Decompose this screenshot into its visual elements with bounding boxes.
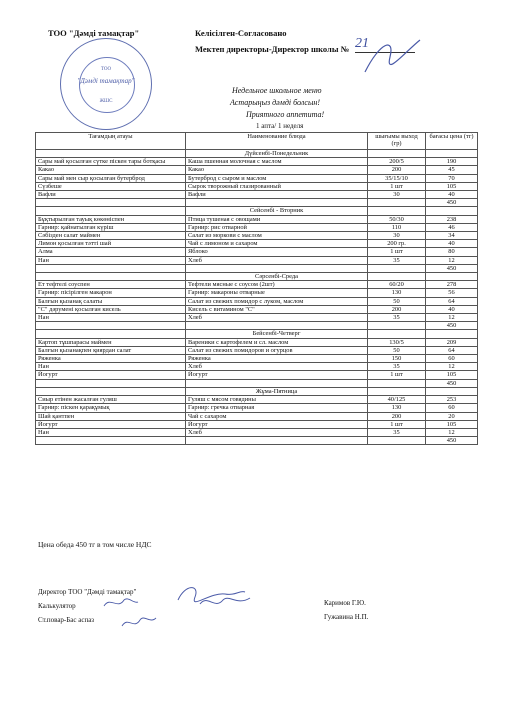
dish-price: 450 [426,322,478,330]
dish-name-rus: Салат из моркови с маслом [186,232,368,240]
dish-name-rus: Каша пшенная молочная с маслом [186,158,368,166]
menu-title-2: Астарыңыз дәмді болсын! [230,98,320,107]
dish-name-kaz: Балғын қызанақ салаты [36,297,186,305]
dish-name-rus: Вафли [186,191,368,199]
menu-item-row [36,346,478,354]
menu-item-row [36,412,478,420]
dish-yield: 130/5 [368,338,426,346]
dish-name-rus: Гуляш с мясом говядины [186,396,368,404]
dish-price: 253 [426,396,478,404]
dish-name-kaz: Гарнир: қайнатылған күріш [36,223,186,231]
menu-item-row [36,338,478,346]
dish-name-kaz: Сүзбеше [36,182,186,190]
dish-price: 64 [426,346,478,354]
dish-name-rus: Гарнир: гречка отварная [186,404,368,412]
menu-table [35,132,478,445]
day-header-empty [426,273,478,281]
dish-yield: 1 шт [368,182,426,190]
header-col-kaz: Тағамдың атауы [36,133,186,150]
dish-name-kaz: Шай қантпен [36,412,186,420]
day-name: Сейсенбі - Вторник [186,207,368,215]
dish-yield: 200 [368,166,426,174]
dish-yield: 30 [368,191,426,199]
day-header-empty [368,207,426,215]
dish-name-rus: Вареники с картофелем и сл. маслом [186,338,368,346]
dish-price: 278 [426,281,478,289]
dish-price: 450 [426,379,478,387]
day-name: Дүйсенбі-Понедельник [186,150,368,158]
dish-yield: 35 [368,428,426,436]
week-label: 1 апта/ 1 неделя [256,122,304,130]
dish-price: 40 [426,305,478,313]
menu-item-row [36,182,478,190]
footer-cook-label: Ст.повар-Бас аспаз [38,616,95,624]
footer-accountant-label: Калькулятор [38,602,76,610]
day-header-row [36,273,478,281]
day-header-empty [36,150,186,158]
day-header-empty [36,330,186,338]
dish-price: 12 [426,363,478,371]
dish-yield: 35 [368,314,426,322]
dish-name-rus: Салат из свежих помидоров и огурцов [186,346,368,354]
menu-item-row [36,371,478,379]
menu-title-3: Приятного аппетита! [246,110,325,119]
dish-price: 105 [426,371,478,379]
menu-item-row [36,248,478,256]
dish-name-kaz: Сары май мен сыр қосылған бутерброд [36,174,186,182]
dish-name-kaz: Гарнир: пісірілген макарон [36,289,186,297]
dish-price: 12 [426,256,478,264]
dish-name-rus: Бутерброд с сыром и маслом [186,174,368,182]
agreed-label: Келісілген-Согласовано [195,28,287,38]
dish-yield [368,322,426,330]
dish-yield [368,379,426,387]
dish-name-kaz: Нан [36,314,186,322]
dish-yield: 110 [368,223,426,231]
day-total-row [36,379,478,387]
dish-name-kaz [36,379,186,387]
dish-name-kaz: Нан [36,256,186,264]
menu-item-row [36,166,478,174]
dish-name-rus: Сырок творожный глазированный [186,182,368,190]
dish-yield: 130 [368,404,426,412]
dish-price: 40 [426,191,478,199]
dish-name-rus: Хлеб [186,363,368,371]
table-header-row [36,133,478,150]
dish-yield: 130 [368,289,426,297]
dish-name-rus: Йогурт [186,420,368,428]
menu-item-row [36,289,478,297]
dish-name-kaz: Йогурт [36,420,186,428]
stamp-name-text: "Дәмді тамақтар" [77,77,135,85]
dish-price: 190 [426,158,478,166]
dish-yield [368,199,426,207]
menu-item-row [36,305,478,313]
dish-name-rus: Хлеб [186,314,368,322]
day-total-row [36,264,478,272]
day-header-empty [368,150,426,158]
day-name: Жұма-Пятница [186,387,368,395]
dish-yield: 200 [368,412,426,420]
dish-name-rus: Йогурт [186,371,368,379]
dish-name-kaz: Какао [36,166,186,174]
dish-yield: 50/30 [368,215,426,223]
day-header-empty [36,273,186,281]
footer-cook-name: Гужавина Н.П. [324,613,369,621]
dish-price: 20 [426,412,478,420]
header-col-price: бағасы цена (тг) [426,133,478,150]
dish-name-kaz: Вафли [36,191,186,199]
day-header-empty [36,387,186,395]
dish-name-rus: Тефтели мясные с соусом (2шт) [186,281,368,289]
day-total-row [36,322,478,330]
dish-price: 209 [426,338,478,346]
dish-yield: 200/5 [368,158,426,166]
menu-item-row [36,223,478,231]
dish-yield: 50 [368,297,426,305]
org-name: ТОО "Дәмді тамақтар" [48,28,140,38]
dish-yield: 35/15/10 [368,174,426,182]
dish-name-kaz: Сиыр етінен жасалған гуляш [36,396,186,404]
day-header-row [36,150,478,158]
day-header-empty [426,150,478,158]
menu-item-row [36,232,478,240]
dish-price: 64 [426,297,478,305]
dish-price: 450 [426,437,478,445]
dish-name-kaz: Картоп тұшпарасы маймен [36,338,186,346]
dish-yield [368,264,426,272]
day-name: Сәрсенбі-Среда [186,273,368,281]
menu-item-row [36,363,478,371]
menu-item-row [36,191,478,199]
menu-item-row [36,314,478,322]
dish-name-kaz: Сары май қосылған сүтке піскен тары ботқасы [36,158,186,166]
footer-director-name: Каримов Г.Ю. [324,599,366,607]
dish-name-rus [186,264,368,272]
dish-name-rus: Хлеб [186,256,368,264]
dish-name-rus: Яблоко [186,248,368,256]
dish-name-rus [186,322,368,330]
dish-yield: 200 гр. [368,240,426,248]
dish-name-kaz: Балғын қызанақпен қиярдан салат [36,346,186,354]
menu-item-row [36,158,478,166]
accountant-signature [195,592,255,612]
dish-name-rus: Гарнир: рис отварной [186,223,368,231]
dish-price: 105 [426,182,478,190]
dish-price: 46 [426,223,478,231]
day-header-empty [368,387,426,395]
dish-price: 238 [426,215,478,223]
dish-price: 450 [426,199,478,207]
dish-yield [368,437,426,445]
dish-name-kaz: Бұқтырылған тауық көкөніспен [36,215,186,223]
dish-name-rus [186,199,368,207]
menu-item-row [36,240,478,248]
dish-name-kaz [36,437,186,445]
dish-name-kaz: Сәбізден салат маймен [36,232,186,240]
dish-yield: 60/20 [368,281,426,289]
cook-signature [118,612,158,632]
stamp-bottom-text: ЖШС [99,99,113,104]
day-header-empty [368,330,426,338]
menu-item-row [36,420,478,428]
dish-name-kaz [36,264,186,272]
day-header-row [36,387,478,395]
dish-name-rus: Ряженка [186,355,368,363]
menu-item-row [36,256,478,264]
menu-item-row [36,355,478,363]
dish-yield: 30 [368,232,426,240]
menu-item-row [36,281,478,289]
dish-name-kaz: Нан [36,363,186,371]
day-total-row [36,199,478,207]
dish-price: 60 [426,355,478,363]
dish-name-kaz: Лимон қосылған тәтті шай [36,240,186,248]
header-col-yield: шығымы выход (гр) [368,133,426,150]
dish-price: 12 [426,314,478,322]
dish-price: 70 [426,174,478,182]
dish-name-rus: Птица тушеная с овощами [186,215,368,223]
dish-name-rus: Салат из свежих помидор с луком, маслом [186,297,368,305]
menu-item-row [36,174,478,182]
dish-name-rus: Какао [186,166,368,174]
dish-name-kaz: Йогурт [36,371,186,379]
dish-name-kaz: Алма [36,248,186,256]
menu-item-row [36,428,478,436]
day-name: Бейсенбі-Четверг [186,330,368,338]
dish-name-kaz [36,322,186,330]
day-header-empty [426,207,478,215]
menu-item-row [36,396,478,404]
day-total-row [36,437,478,445]
dish-price: 40 [426,240,478,248]
dish-yield: 50 [368,346,426,354]
dish-yield: 1 шт [368,371,426,379]
dish-name-kaz: "С" дәрумені қосылған кисель [36,305,186,313]
dish-price: 80 [426,248,478,256]
dish-yield: 150 [368,355,426,363]
dish-price: 12 [426,428,478,436]
calculator-signature [100,594,140,612]
dish-name-kaz: Нан [36,428,186,436]
dish-price: 56 [426,289,478,297]
dish-name-kaz: Ет тефтелі соуспен [36,281,186,289]
dish-name-rus [186,379,368,387]
dish-price: 34 [426,232,478,240]
footer-director-label: Директор ТОО "Дәмді тамақтар" [38,588,137,596]
menu-item-row [36,215,478,223]
dish-name-kaz: Гарнир: піскен қарақұмық [36,404,186,412]
menu-item-row [36,297,478,305]
director-label: Мектеп директоры-Директор школы № [195,44,350,54]
dish-price: 105 [426,420,478,428]
dish-name-rus [186,437,368,445]
day-header-row [36,207,478,215]
dish-name-rus: Кисель с витамином "С" [186,305,368,313]
school-number: 21 [355,36,369,51]
price-note: Цена обеда 450 тг в том числе НДС [38,540,152,549]
dish-yield: 200 [368,305,426,313]
header-col-rus: Наименование блюда [186,133,368,150]
dish-name-rus: Гарнир: макароны отварные [186,289,368,297]
menu-title-1: Недельное школьное меню [232,86,322,95]
day-header-empty [426,387,478,395]
school-director-signature [360,32,430,82]
day-header-empty [368,273,426,281]
company-stamp [60,38,152,130]
dish-name-rus: Хлеб [186,428,368,436]
day-header-empty [426,330,478,338]
menu-item-row [36,404,478,412]
dish-name-kaz: Ряженка [36,355,186,363]
dish-yield: 40/125 [368,396,426,404]
day-header-row [36,330,478,338]
stamp-top-text: ТОО [100,67,112,72]
dish-price: 45 [426,166,478,174]
dish-yield: 35 [368,256,426,264]
day-header-empty [36,207,186,215]
dish-yield: 1 шт [368,248,426,256]
dish-yield: 1 шт [368,420,426,428]
dish-name-rus: Чай с сахаром [186,412,368,420]
dish-price: 60 [426,404,478,412]
dish-name-rus: Чай с лимоном и сахаром [186,240,368,248]
dish-yield: 35 [368,363,426,371]
dish-price: 450 [426,264,478,272]
dish-name-kaz [36,199,186,207]
